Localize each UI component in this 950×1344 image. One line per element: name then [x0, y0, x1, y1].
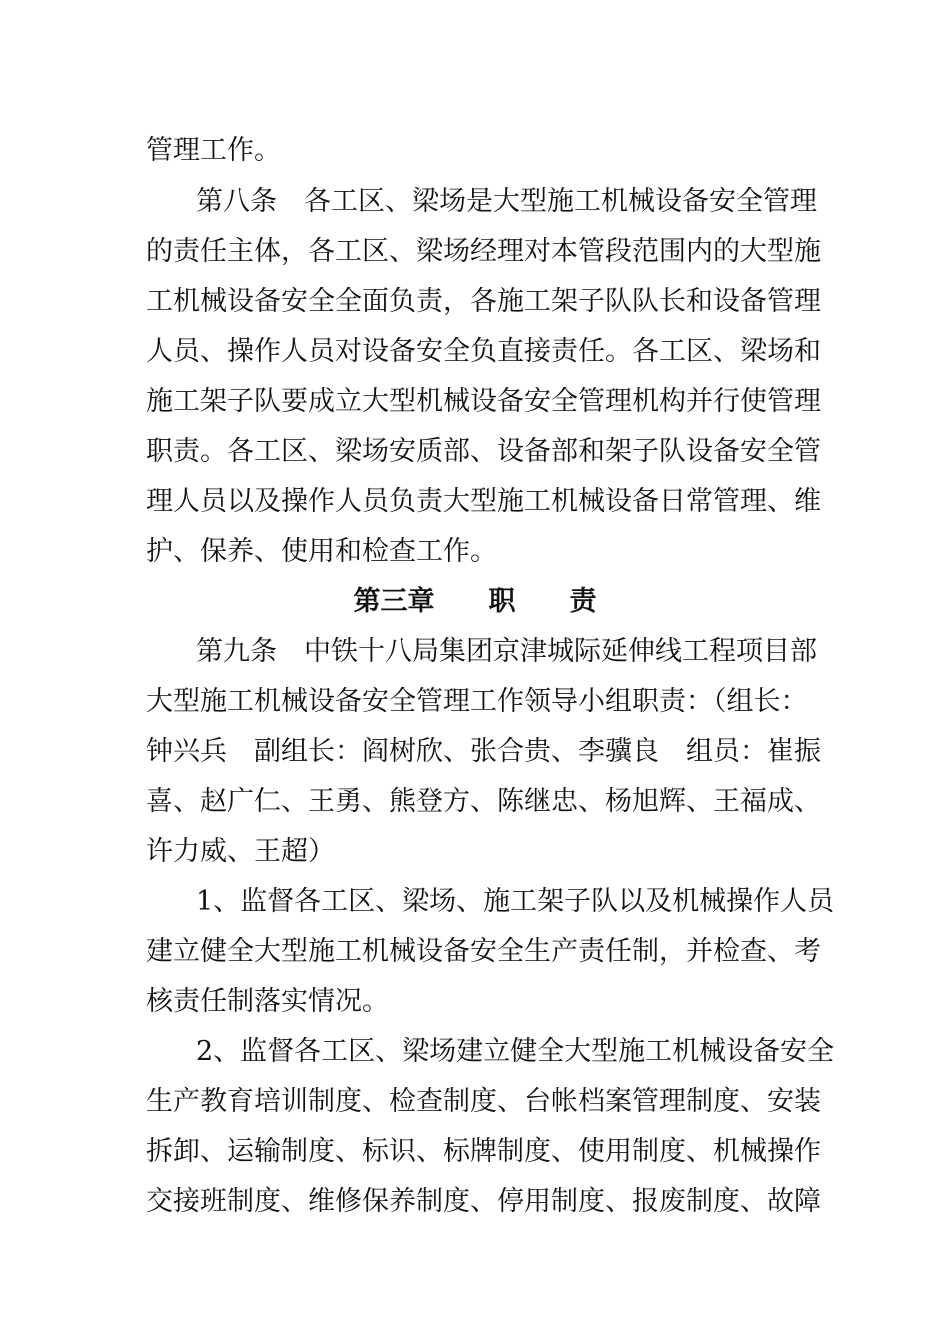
- text-line: 核责任制落实情况。: [146, 986, 389, 1017]
- article-8-first-line: 第八条 各工区、梁场是大型施工机械设备安全管理: [196, 186, 817, 217]
- text-line: 施工架子队要成立大型机械设备安全管理机构并行使管理: [146, 386, 821, 417]
- chapter-heading: 第三章 职 责: [353, 586, 597, 617]
- text-line: 职责。各工区、梁场安质部、设备部和架子队设备安全管: [146, 436, 821, 467]
- text-line: 大型施工机械设备安全管理工作领导小组职责：（组长：: [146, 686, 808, 717]
- text-line: 生产教育培训制度、检查制度、台帐档案管理制度、安装: [146, 1086, 821, 1117]
- item-2-first-line: 2、监督各工区、梁场建立健全大型施工机械设备安全: [196, 1036, 835, 1067]
- text-line: 的责任主体，各工区、梁场经理对本管段范围内的大型施: [146, 236, 821, 267]
- text-line: 建立健全大型施工机械设备安全生产责任制，并检查、考: [146, 936, 821, 967]
- text-line: 钟兴兵 副组长：阎树欣、张合贵、李骥良 组员：崔振: [146, 736, 821, 767]
- article-9-first-line: 第九条 中铁十八局集团京津城际延伸线工程项目部: [196, 636, 817, 667]
- text-line: 喜、赵广仁、王勇、熊登方、陈继忠、杨旭辉、王福成、: [146, 786, 821, 817]
- text-line: 许力威、王超）: [146, 836, 335, 867]
- text-line: 理人员以及操作人员负责大型施工机械设备日常管理、维: [146, 486, 821, 517]
- text-line: 交接班制度、维修保养制度、停用制度、报废制度、故障: [146, 1186, 821, 1217]
- text-line: 工机械设备安全全面负责，各施工架子队队长和设备管理: [146, 286, 821, 317]
- item-1-first-line: 1、监督各工区、梁场、施工架子队以及机械操作人员: [196, 886, 835, 917]
- text-line: 护、保养、使用和检查工作。: [146, 536, 497, 567]
- text-line: 管理工作。: [146, 135, 281, 166]
- text-line: 人员、操作人员对设备安全负直接责任。各工区、梁场和: [146, 336, 821, 367]
- text-line: 拆卸、运输制度、标识、标牌制度、使用制度、机械操作: [146, 1136, 821, 1167]
